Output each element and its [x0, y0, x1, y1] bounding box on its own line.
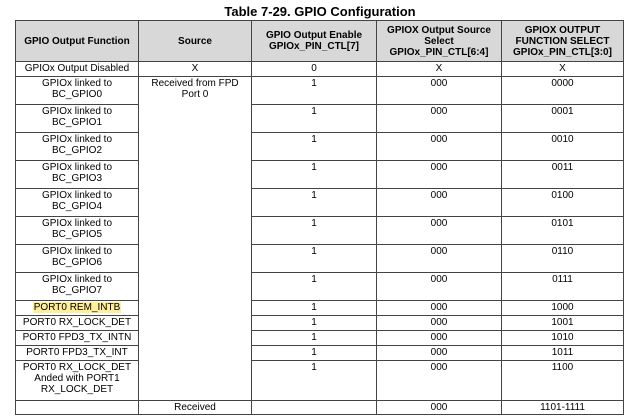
- cell-function-select: 0101: [502, 217, 624, 245]
- cell-function: [16, 301, 139, 316]
- cell-function-select: 1010: [502, 331, 624, 346]
- table-row: [16, 133, 624, 161]
- cell-group-source: Received from FPD Port 0: [139, 77, 252, 401]
- cell-function-select: 0001: [502, 105, 624, 133]
- table-row: [16, 105, 624, 133]
- cell-source-select: 000: [377, 161, 502, 189]
- cell-enable: 1: [252, 189, 377, 217]
- cell-function: PORT0 RX_LOCK_DET: [16, 316, 139, 331]
- table-row-partial: [16, 401, 624, 415]
- cell-enable: 1: [252, 273, 377, 301]
- table-row: [16, 331, 624, 346]
- table-row: [16, 361, 624, 401]
- header-gpio-output-function: GPIO Output Function: [16, 21, 139, 62]
- cell-enable: 1: [252, 133, 377, 161]
- cell-function-select: X: [502, 62, 624, 77]
- header-output-function-select: GPIOX OUTPUT FUNCTION SELECT GPIOx_PIN_CTL[3:0]: [502, 21, 624, 62]
- cell-function: PORT0 RX_LOCK_DET Anded with PORT1 RX_LOCK_DET: [16, 361, 139, 401]
- cell-enable: [252, 401, 377, 415]
- cell-function: PORT0 FPD3_TX_INT: [16, 346, 139, 361]
- cell-enable: 1: [252, 316, 377, 331]
- highlighted-text: PORT0 REM_INTB: [33, 302, 121, 313]
- cell-function-select: 0000: [502, 77, 624, 105]
- cell-source-select: 000: [377, 316, 502, 331]
- cell-enable: 1: [252, 331, 377, 346]
- cell-function: GPIOx linked to BC_GPIO7: [16, 273, 139, 301]
- cell-function-select: 1000: [502, 301, 624, 316]
- cell-source-select: 000: [377, 133, 502, 161]
- cell-source: X: [139, 62, 252, 77]
- cell-function-select: 0110: [502, 245, 624, 273]
- cell-source-select: 000: [377, 77, 502, 105]
- cell-function-select: 0111: [502, 273, 624, 301]
- cell-source-select: 000: [377, 361, 502, 401]
- table-row: [16, 217, 624, 245]
- cell-function: GPIOx linked to BC_GPIO0: [16, 77, 139, 105]
- cell-function: GPIOx Output Disabled: [16, 62, 139, 77]
- header-source: Source: [139, 21, 252, 62]
- cell-function-select: 0100: [502, 189, 624, 217]
- gpio-config-table: [15, 20, 624, 415]
- table-header-row: [16, 21, 624, 62]
- cell-source: Received: [139, 401, 252, 415]
- table-row: [16, 189, 624, 217]
- cell-function: [16, 401, 139, 415]
- cell-function: GPIOx linked to BC_GPIO3: [16, 161, 139, 189]
- cell-function-select: 1011: [502, 346, 624, 361]
- cell-enable: 1: [252, 361, 377, 401]
- cell-enable: 1: [252, 77, 377, 105]
- cell-function-select: 1001: [502, 316, 624, 331]
- cell-function-select: 0010: [502, 133, 624, 161]
- header-output-source-select: GPIOX Output Source Select GPIOx_PIN_CTL[6:4]: [377, 21, 502, 62]
- table-row: [16, 77, 624, 105]
- cell-function-select: 0011: [502, 161, 624, 189]
- cell-function: GPIOx linked to BC_GPIO6: [16, 245, 139, 273]
- cell-function: GPIOx linked to BC_GPIO2: [16, 133, 139, 161]
- table-row: [16, 273, 624, 301]
- table-row: [16, 245, 624, 273]
- cell-source-select: 000: [377, 346, 502, 361]
- header-output-enable: GPIO Output Enable GPIOx_PIN_CTL[7]: [252, 21, 377, 62]
- cell-source-select: 000: [377, 105, 502, 133]
- cell-function: GPIOx linked to BC_GPIO1: [16, 105, 139, 133]
- cell-source-select: 000: [377, 401, 502, 415]
- table-row: [16, 301, 624, 316]
- cell-function-select: 1101-1111: [502, 401, 624, 415]
- table-row: [16, 62, 624, 77]
- table-row: [16, 346, 624, 361]
- cell-enable: 1: [252, 346, 377, 361]
- cell-source-select: 000: [377, 189, 502, 217]
- cell-source-select: 000: [377, 301, 502, 316]
- cell-source-select: X: [377, 62, 502, 77]
- cell-enable: 1: [252, 105, 377, 133]
- cell-enable: 1: [252, 217, 377, 245]
- cell-function-select: 1100: [502, 361, 624, 401]
- table-row: [16, 161, 624, 189]
- cell-source-select: 000: [377, 217, 502, 245]
- cell-enable: 1: [252, 245, 377, 273]
- cell-function: PORT0 FPD3_TX_INTN: [16, 331, 139, 346]
- cell-enable: 1: [252, 161, 377, 189]
- cell-source-select: 000: [377, 245, 502, 273]
- table-title: Table 7-29. GPIO Configuration: [224, 4, 416, 19]
- cell-enable: 0: [252, 62, 377, 77]
- cell-source-select: 000: [377, 273, 502, 301]
- cell-source-select: 000: [377, 331, 502, 346]
- table-row: [16, 316, 624, 331]
- cell-enable: 1: [252, 301, 377, 316]
- cell-function: GPIOx linked to BC_GPIO4: [16, 189, 139, 217]
- cell-function: GPIOx linked to BC_GPIO5: [16, 217, 139, 245]
